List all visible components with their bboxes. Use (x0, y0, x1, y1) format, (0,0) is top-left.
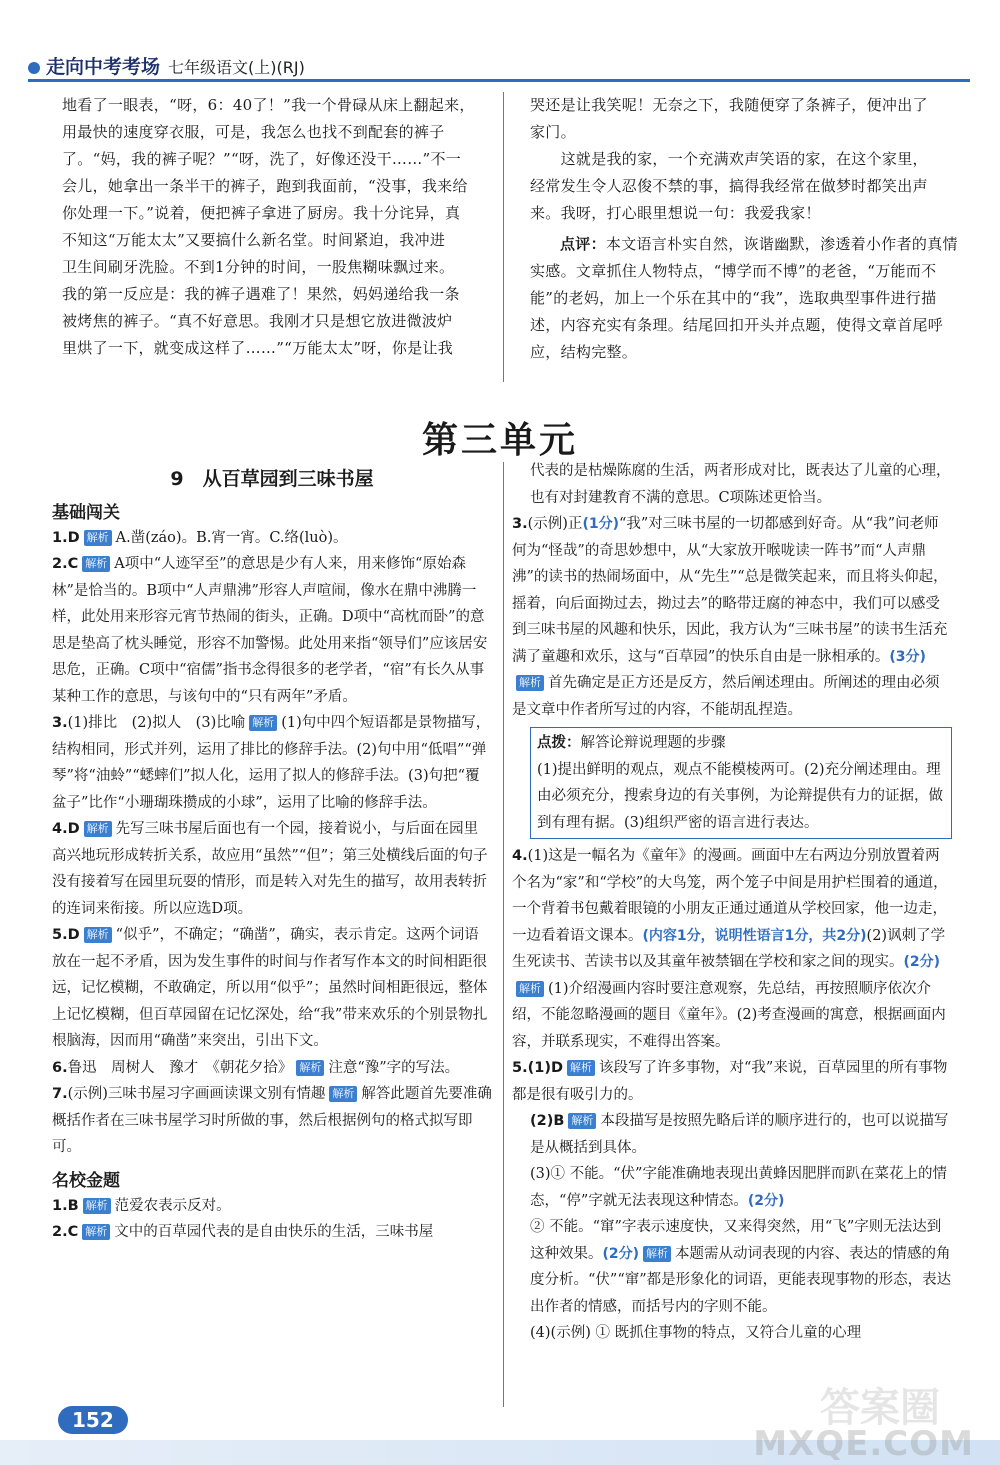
answer-item: 1.B 解析 范爱农表示反对。 (52, 1197, 231, 1214)
page-header (28, 52, 305, 79)
analysis-tag: 解析 (568, 1113, 596, 1129)
answer-item: 2.C 解析 文中的百草园代表的是自由快乐的生活，三味书屋 (52, 1224, 434, 1240)
tip-label: 点拨： (537, 735, 581, 751)
essay-line: 经常发生令人忍俊不禁的事，搞得我经常在做梦时都笑出声 (530, 177, 928, 195)
continued-text: 代表的是枯燥陈腐的生活，两者形成对比，既表达了儿童的心理，也有对封建教育不满的意思。C项陈述更恰当。 (530, 463, 951, 506)
lesson-number: 9 (170, 468, 184, 490)
unit-title: 第三单元 (421, 420, 578, 461)
essay-line: 你处理一下。”说着，便把裤子拿进了厨房。我十分诧异，真 (62, 204, 461, 222)
column-divider-bottom (503, 462, 504, 1407)
watermark: MXQE.COM (753, 1424, 974, 1464)
essay-line: 哭还是让我笑呢！无奈之下，我随便穿了条裤子，便冲出了 (530, 96, 928, 114)
score: (3分) (889, 648, 926, 665)
answers-left-column (52, 462, 492, 1246)
analysis-tag: 解析 (567, 1060, 595, 1076)
essay-right-column (530, 92, 960, 366)
answer-item: 5.D 解析 “似乎”，不确定；“确凿”，确实，表示肯定。这两个词语放在一起不矛盾，因为发生事件的时间与作者写作本文的时间相距很远，记忆模糊，不敢确定，所以用“似乎”；虽然时间相距很远，整体上记忆模糊，但百草园留在记忆深处，给“我”带来欢乐的个别景物扎根脑海，因而用“确凿”来突出，引出下文。 (52, 927, 488, 1049)
analysis-tag: 解析 (82, 556, 110, 572)
series-title: 走向中考考场 (46, 56, 161, 78)
analysis-tag: 解析 (84, 927, 112, 943)
score: (内容1分，说明性语言1分，共2分) (642, 927, 867, 944)
header-bullet-icon (28, 62, 40, 74)
essay-line: 会儿，她拿出一条半干的裤子，跑到我面前，“没事，我来给 (62, 177, 468, 195)
essay-line: 这就是我的家，一个充满欢声笑语的家，在这个家里， (530, 150, 928, 168)
essay-line: 卫生间刷牙洗脸。不到1分钟的时间，一股焦糊味飘过来。 (62, 258, 455, 276)
analysis-tag: 解析 (82, 1224, 110, 1240)
answer-subitem: ② 不能。“窜”字表示速度快，又来得突然，用“飞”字则无法达到这种效果。(2分) 解析 本题需从动词表现的内容、表达的情感的角度分析。“伏”“窜”都是形象化的词语，更能表现事物的形态，表达出作者的情感，而括号内的字则不能。 (530, 1219, 952, 1315)
analysis-tag: 解析 (329, 1086, 357, 1102)
score: (1分) (582, 516, 619, 532)
answer-subitem: (2)B 解析 本段描写是按照先略后详的顺序进行的，也可以说描写是从概括到具体。 (530, 1113, 949, 1156)
watermark-logo: 答案圈 (820, 1385, 940, 1431)
column-divider-top (503, 92, 504, 382)
analysis-tag: 解析 (84, 530, 112, 546)
comment-label: 点评： (560, 235, 606, 253)
answer-subitem: (4)(示例) ① 既抓住事物的特点，又符合儿童的心理 (530, 1325, 862, 1341)
answers-right-column (512, 458, 952, 1347)
tip-title: 解答论辩说理题的步骤 (580, 735, 726, 751)
answer-item: 7.(示例)三味书屋习字画画读课文别有情趣 解析 解答此题首先要准确概括作者在三味书屋学习时所做的事，然后根据例句的格式拟写即可。 (52, 1086, 492, 1155)
comment-paragraph (530, 231, 960, 366)
analysis-tag: 解析 (84, 821, 112, 837)
essay-left-column (62, 92, 494, 362)
answer-item: 4.D 解析 先写三味书屋后面也有一个园，接着说小，与后面在园里高兴地玩形成转折关系，故应用“虽然”“但”；第三处横线后面的句子没有接着写在园里玩耍的情形，而是转入对先生的描写，故用表转折的连词来衔接。所以应选D项。 (52, 821, 488, 917)
header-rule (28, 79, 970, 82)
analysis-tag: 解析 (643, 1246, 671, 1262)
answer-item: 3.(示例)正(1分)“我”对三味书屋的一切都感到好奇。从“我”问老师何为“怪哉”的奇思妙想中，从“大家放开喉咙读一阵书”而“人声鼎沸”的读书的热闹场面中，从“先生”“总是微笑起来，而且将头仰起，摇着，向后面拗过去，拗过去”的略带迂腐的神态中，我们可以感受到三味书屋的风趣和快乐，因此，我方认为“三味书屋”的读书生活充满了童趣和欢乐，这与“百草园”的快乐自由是一脉相承的。(3分)解析 首先确定是正方还是反方，然后阐述理由。所阐述的理由必须是文章中作者所写过的内容，不能胡乱捏造。 (512, 516, 948, 718)
tip-box (530, 727, 952, 839)
score: (2分) (747, 1192, 785, 1209)
essay-line: 被烤焦的裤子。“真不好意思。我刚才只是想它放进微波炉 (62, 312, 453, 330)
page-number: 152 (58, 1406, 128, 1434)
section-basic: 基础闯关 (52, 502, 120, 523)
answer-subitem: (3)① 不能。“伏”字能准确地表现出黄蜂因肥胖而趴在菜花上的情态，“停”字就无法表现这种情态。(2分) (530, 1166, 947, 1209)
lesson-title (52, 466, 492, 493)
analysis-tag: 解析 (296, 1060, 324, 1076)
essay-line: 用最快的速度穿衣服，可是，我怎么也找不到配套的裤子 (62, 123, 445, 141)
analysis-tag: 解析 (249, 715, 277, 731)
section-famous: 名校金题 (52, 1170, 120, 1191)
essay-line: 里烘了一下，就变成这样了……”“万能太太”呀，你是让我 (62, 339, 454, 357)
comment-text: 本文语言朴实自然，诙谐幽默，渗透着小作者的真情实感。文章抓住人物特点，“博学而不博”的老爸，“万能而不能”的老妈，加上一个乐在其中的“我”，选取典型事件进行描述，内容充实有条理。结尾回扣开头并点题，使得文章首尾呼应，结构完整。 (530, 235, 958, 361)
essay-line: 地看了一眼表，“呀，6：40了！”我一个骨碌从床上翻起来， (62, 96, 475, 114)
answer-item: 3.(1)排比 (2)拟人 (3)比喻 解析 (1)句中四个短语都是景物描写，结构相同，形式并列，运用了排比的修辞手法。(2)句中用“低唱”“弹琴”将“油蛉”“蟋蟀们”拟人化，运用了拟人的修辞手法。(3)句把“覆盆子”比作“小珊瑚珠攒成的小球”，运用了比喻的修辞手法。 (52, 715, 491, 811)
answer-item: 6.鲁迅 周树人 豫才 《朝花夕拾》 解析 注意“豫”字的写法。 (52, 1059, 460, 1076)
analysis-tag: 解析 (516, 675, 544, 691)
answer-item: 2.C 解析 A项中“人迹罕至”的意思是少有人来，用来修饰“原始森林”是恰当的。B项中“人声鼎沸”形容人声喧闹，像水在鼎中沸腾一样，此处用来形容元宵节热闹的街头，正确。D项中“高枕而卧”的意思是垫高了枕头睡觉，形容不加警惕。此处用来指“领导们”应该居安思危，正确。C项中“宿儒”指书念得很多的老学者，“宿”有长久从事某种工作的意思，与该句中的“只有两年”矛盾。 (52, 556, 488, 705)
essay-line: 不知这“万能太太”又要搞什么新名堂。时间紧迫，我冲进 (62, 231, 446, 249)
answer-item: 4.(1)这是一幅名为《童年》的漫画。画面中左右两边分别放置着两个名为“家”和“学校”的大鸟笼，两个笼子中间是用护栏围着的通道，一个背着书包戴着眼镜的小朋友正通过通道从学校回家，他一边走，一边看着语文课本。(内容1分，说明性语言1分，共2分)(2)讽刺了学生死读书、苦读书以及其童年被禁锢在学校和家之间的现实。(2分)解析 (1)介绍漫画内容时要注意观察，先总结，再按照顺序依次介绍，不能忽略漫画的题目《童年》。(2)考查漫画的寓意，根据画面内容，并联系现实，不难得出答案。 (512, 848, 948, 1050)
lesson-name: 从百草园到三味书屋 (202, 468, 374, 490)
essay-line: 来。我呀，打心眼里想说一句：我爱我家！ (530, 204, 821, 222)
subject-title: 七年级语文(上)(RJ) (168, 58, 305, 77)
answer-item: 1.D 解析 A.凿(záo)。B.宵一宵。C.络(luò)。 (52, 529, 348, 546)
analysis-tag: 解析 (83, 1198, 111, 1214)
answer-item: 5.(1)D 解析 该段写了许多事物，对“我”来说，百草园里的所有事物都是很有吸引力的。 (512, 1060, 948, 1103)
score: (2分) (903, 954, 941, 970)
essay-line: 我的第一反应是：我的裤子遇难了！果然，妈妈递给我一条 (62, 285, 460, 303)
tip-text: (1)提出鲜明的观点，观点不能模棱两可。(2)充分阐述理由。理由必须充分，搜索身边的有关事例，为论辩提供有力的证据，做到有理有据。(3)组织严密的语言进行表达。 (537, 761, 943, 831)
essay-line: 家门。 (530, 123, 576, 141)
analysis-tag: 解析 (516, 981, 544, 997)
essay-line: 了。“妈，我的裤子呢？”“呀，洗了，好像还没干……”不一 (62, 150, 462, 168)
score: (2分) (602, 1245, 640, 1262)
